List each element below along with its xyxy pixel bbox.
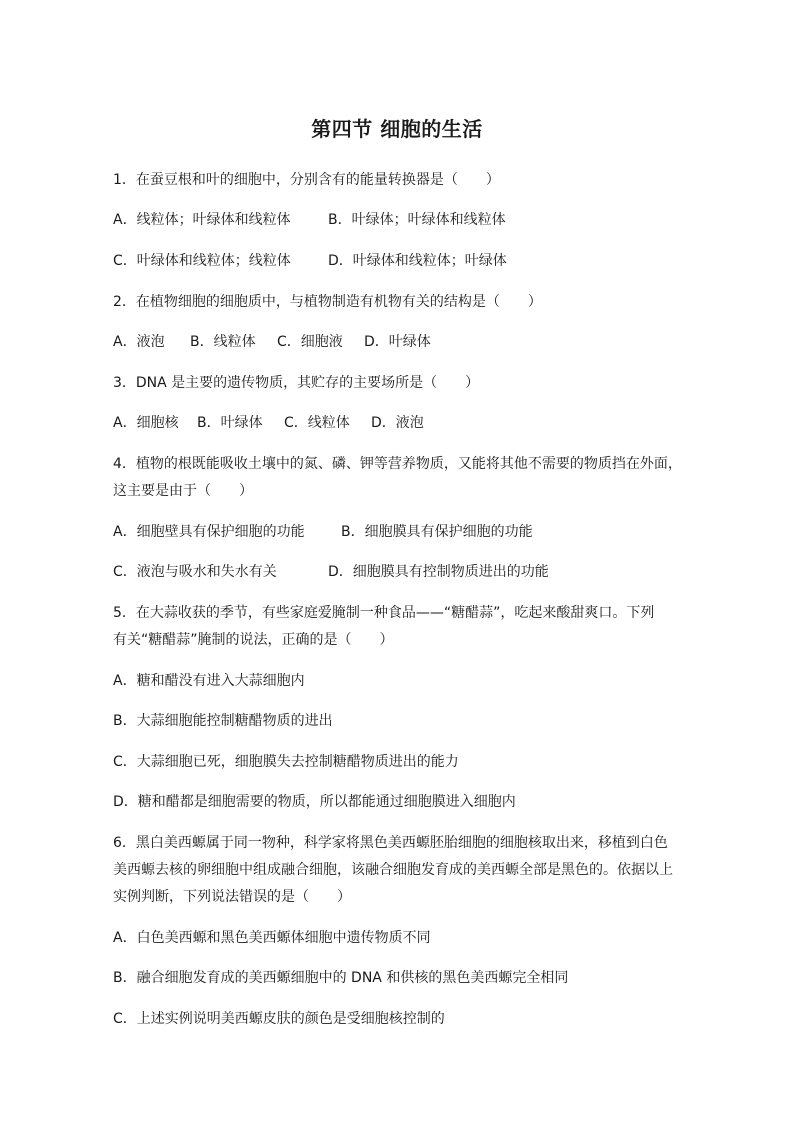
q3-option-b: B．叶绿体: [197, 415, 263, 431]
q4-option-b: B．细胞膜具有保护细胞的功能: [341, 524, 533, 540]
q4-options-row2: [113, 562, 549, 582]
q1-option-b: B．叶绿体；叶绿体和线粒体: [328, 212, 506, 228]
q2-option-c: C．细胞液: [277, 334, 343, 350]
q3-stem: 3．DNA 是主要的遗传物质，其贮存的主要场所是（ ）: [113, 375, 480, 391]
q2-option-b: B．线粒体: [190, 334, 256, 350]
q5-option-b: B．大蒜细胞能控制糖醋物质的进出: [113, 713, 333, 729]
q6-stem-line3: 实例判断，下列说法错误的是（ ）: [113, 889, 351, 905]
q4-stem-line1: 4．植物的根既能吸收土壤中的氮、磷、钾等营养物质，又能将其他不需要的物质挡在外面，: [113, 456, 682, 472]
q3-option-d: D．液泡: [371, 415, 424, 431]
page-title: 第四节 细胞的生活: [311, 117, 483, 141]
q1-options-row2: [113, 251, 507, 271]
q2-stem: 2．在植物细胞的细胞质中，与植物制造有机物有关的结构是（ ）: [113, 294, 542, 310]
q2-options-row: [113, 332, 431, 352]
q6-option-b: B．融合细胞发育成的美西螈细胞中的 DNA 和供核的黑色美西螈完全相同: [113, 970, 569, 986]
q6-option-c: C．上述实例说明美西螈皮肤的颜色是受细胞核控制的: [113, 1011, 445, 1027]
q6-stem-line1: 6．黑白美西螈属于同一物种，科学家将黑色美西螈胚胎细胞的细胞核取出来，移植到白色: [113, 835, 668, 851]
q5-stem-line2: 有关“糖醋蒜”腌制的说法，正确的是（ ）: [113, 632, 394, 648]
q6-option-a: A．白色美西螈和黑色美西螈体细胞中遗传物质不同: [113, 930, 431, 946]
q3-option-c: C．线粒体: [284, 415, 350, 431]
q1-option-a: A．线粒体；叶绿体和线粒体: [113, 212, 291, 228]
q4-option-d: D．细胞膜具有控制物质进出的功能: [328, 564, 549, 580]
q1-options-row1: [113, 210, 506, 230]
q4-options-row1: [113, 522, 533, 542]
q4-stem-line2: 这主要是由于（ ）: [113, 483, 253, 499]
q3-option-a: A．细胞核: [113, 415, 179, 431]
q5-option-c: C．大蒜细胞已死，细胞膜失去控制糖醋物质进出的能力: [113, 754, 459, 770]
q5-option-d: D．糖和醋都是细胞需要的物质，所以都能通过细胞膜进入细胞内: [113, 794, 516, 810]
q3-options-row: [113, 413, 424, 433]
q1-stem: 1．在蚕豆根和叶的细胞中，分别含有的能量转换器是（ ）: [113, 172, 500, 188]
q4-option-c: C．液泡与吸水和失水有关: [113, 564, 277, 580]
q1-option-d: D．叶绿体和线粒体；叶绿体: [328, 253, 507, 269]
q2-option-d: D．叶绿体: [364, 334, 431, 350]
q2-option-a: A．液泡: [113, 334, 165, 350]
q5-option-a: A．糖和醋没有进入大蒜细胞内: [113, 673, 305, 689]
q1-option-c: C．叶绿体和线粒体；线粒体: [113, 253, 291, 269]
q4-option-a: A．细胞壁具有保护细胞的功能: [113, 524, 305, 540]
q6-stem-line2: 美西螈去核的卵细胞中组成融合细胞，该融合细胞发育成的美西螈全部是黑色的。依据以上: [113, 862, 673, 878]
q5-stem-line1: 5．在大蒜收获的季节，有些家庭爱腌制一种食品——“糖醋蒜”，吃起来酸甜爽口。下列: [113, 605, 655, 621]
